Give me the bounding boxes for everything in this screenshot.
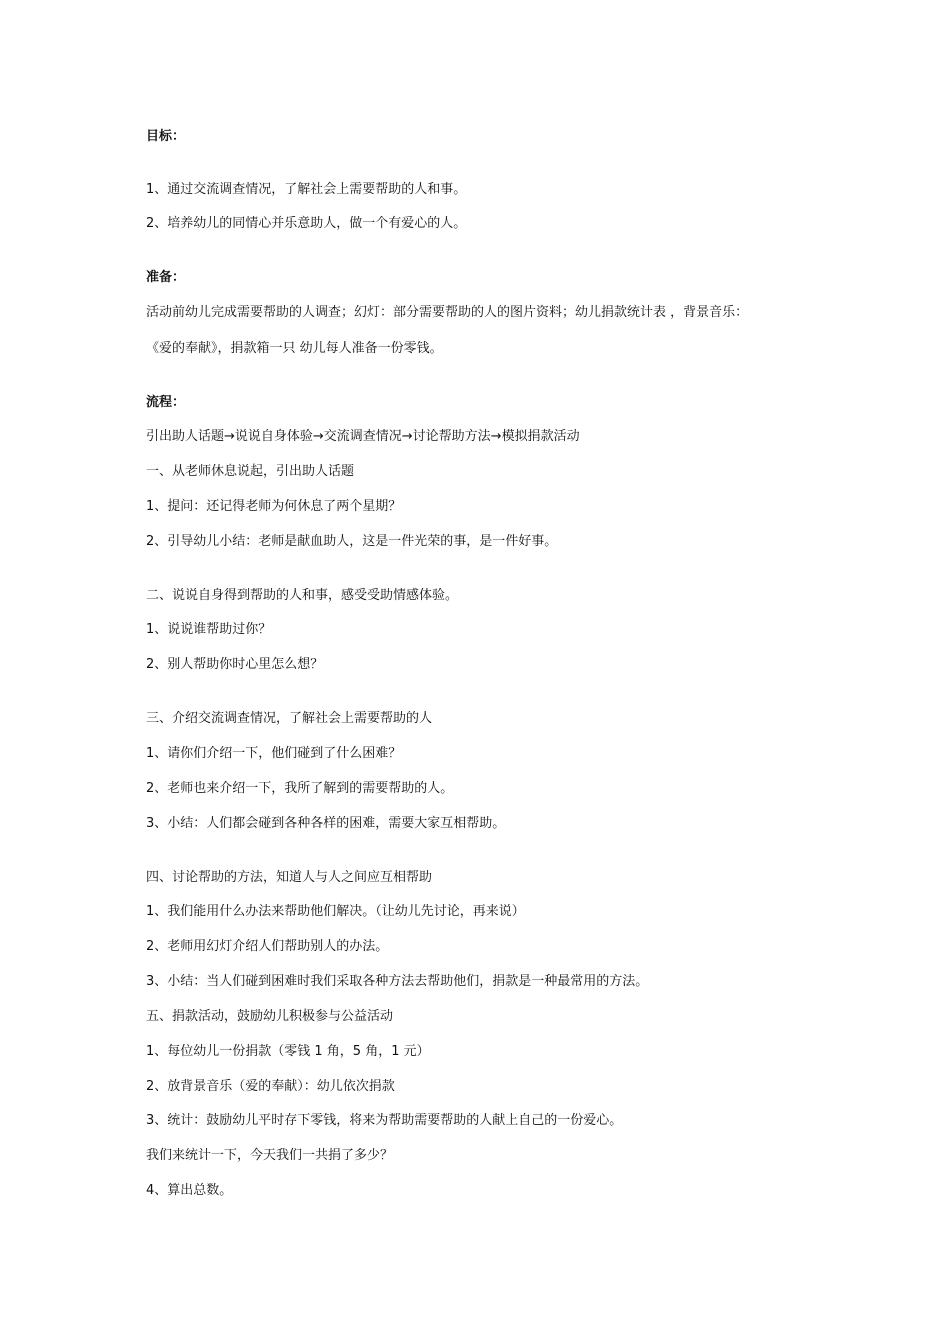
section-5-item-2: 2、放背景音乐（爱的奉献）：幼儿依次捐款 (146, 1079, 395, 1094)
section-4-item-2: 2、老师用幻灯介绍人们帮助别人的办法。 (146, 939, 389, 954)
section-5-item-4: 我们来统计一下，今天我们一共捐了多少？ (146, 1148, 394, 1163)
section-1-title: 一、从老师休息说起，引出助人话题 (146, 464, 355, 479)
section-3-title: 三、介绍交流调查情况，了解社会上需要帮助的人 (146, 711, 433, 726)
section-5-item-5: 4、算出总数。 (146, 1183, 233, 1198)
goal-item-2: 2、培养幼儿的同情心并乐意助人，做一个有爱心的人。 (146, 216, 467, 231)
preparation-heading: 准备： (146, 270, 186, 285)
preparation-line-1: 活动前幼儿完成需要帮助的人调查；幻灯：部分需要帮助的人的图片资料；幼儿捐款统计表 ，背景音乐： (146, 305, 749, 320)
section-2-item-1: 1、说说谁帮助过你？ (146, 622, 272, 637)
section-4-title: 四、讨论帮助的方法，知道人与人之间应互相帮助 (146, 870, 433, 885)
section-2-item-2: 2、别人帮助你时心里怎么想？ (146, 657, 324, 672)
section-5-item-3: 3、统计：鼓励幼儿平时存下零钱，将来为帮助需要帮助的人献上自己的一份爱心。 (146, 1113, 623, 1128)
section-4-item-1: 1、我们能用什么办法来帮助他们解决。（让幼儿先讨论，再来说） (146, 904, 525, 919)
process-heading: 流程： (146, 395, 186, 410)
section-1-item-2: 2、引导幼儿小结：老师是献血助人，这是一件光荣的事，是一件好事。 (146, 534, 558, 549)
section-5-title: 五、捐款活动，鼓励幼儿积极参与公益活动 (146, 1009, 394, 1024)
process-flow: 引出助人话题→说说自身体验→交流调查情况→讨论帮助方法→模拟捐款活动 (146, 429, 580, 444)
section-2-title: 二、说说自身得到帮助的人和事，感受受助情感体验。 (146, 588, 459, 603)
section-1-item-1: 1、提问：还记得老师为何休息了两个星期？ (146, 499, 402, 514)
section-3-item-2: 2、老师也来介绍一下，我所了解到的需要帮助的人。 (146, 781, 454, 796)
preparation-line-2: 《爱的奉献》，捐款箱一只 幼儿每人准备一份零钱。 (146, 341, 443, 356)
goal-item-1: 1、通过交流调查情况，了解社会上需要帮助的人和事。 (146, 182, 467, 197)
section-5-item-1: 1、每位幼儿一份捐款（零钱 1 角，5 角，1 元） (146, 1044, 430, 1059)
section-4-item-3: 3、小结：当人们碰到困难时我们采取各种方法去帮助他们，捐款是一种最常用的方法。 (146, 974, 649, 989)
section-3-item-1: 1、请你们介绍一下，他们碰到了什么困难？ (146, 746, 402, 761)
section-3-item-3: 3、小结：人们都会碰到各种各样的困难，需要大家互相帮助。 (146, 816, 506, 831)
goals-heading: 目标： (146, 129, 186, 144)
